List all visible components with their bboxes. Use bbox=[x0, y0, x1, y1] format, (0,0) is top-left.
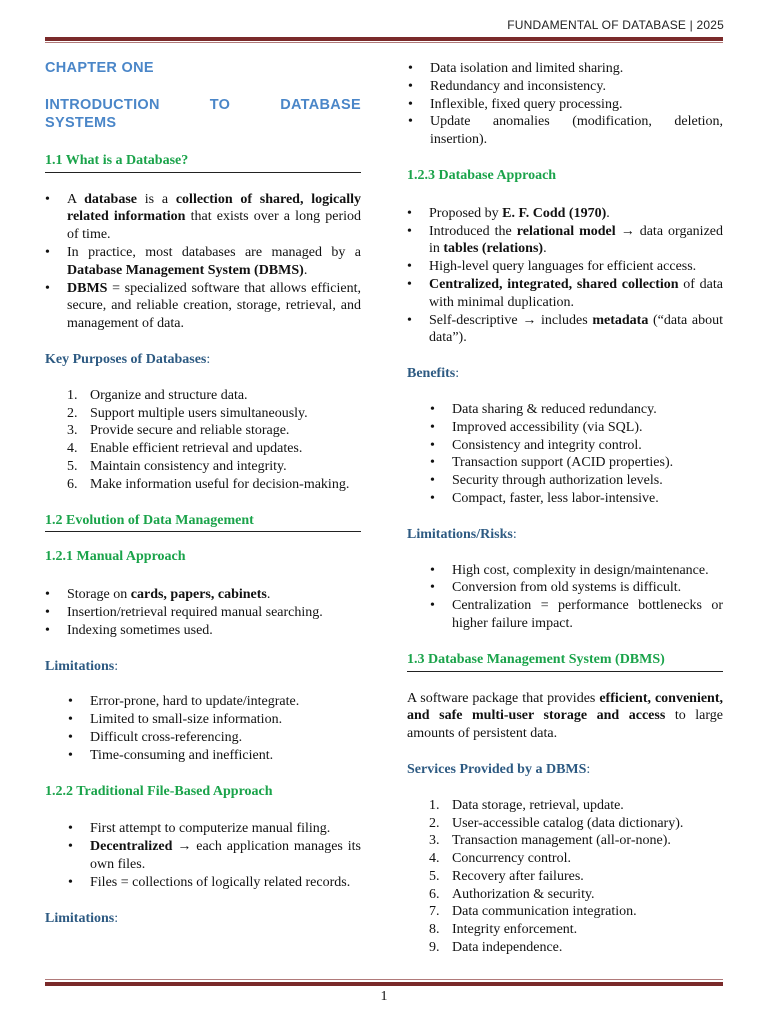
list-item: • Insertion/retrieval required manual searching. bbox=[45, 604, 361, 622]
list-item: • Inflexible, fixed query processing. bbox=[408, 96, 723, 114]
list-item: 6. Authorization & security. bbox=[429, 886, 595, 902]
file-limitations-list bbox=[385, 60, 723, 149]
list-item: 9. Data independence. bbox=[429, 940, 563, 956]
list-item: 3. Transaction management (all-or-none). bbox=[429, 833, 671, 849]
list-item: • Redundancy and inconsistency. bbox=[408, 78, 723, 96]
list-item: • Centralized, integrated, shared collection of data with minimal duplication. bbox=[407, 276, 723, 312]
list-item: 5. Maintain consistency and integrity. bbox=[67, 458, 287, 474]
chapter-title-word: TO bbox=[209, 96, 231, 113]
list-item: 5. Recovery after failures. bbox=[429, 868, 584, 884]
chapter-title bbox=[45, 96, 361, 132]
list-item: 6. Make information useful for decision-making. bbox=[67, 476, 350, 492]
section-heading-1-2-2: 1.2.2 Traditional File-Based Approach bbox=[45, 783, 273, 799]
database-approach-list bbox=[407, 205, 723, 347]
header-rule bbox=[45, 37, 723, 41]
manual-limitations-heading: Limitations: bbox=[45, 658, 119, 674]
dbms-definition: A software package that provides efficient, convenient, and safe multi-user storage and access to large amounts of persistent data. bbox=[407, 690, 723, 742]
purposes-heading: Key Purposes of Databases: bbox=[45, 351, 211, 367]
benefits-list bbox=[407, 401, 723, 508]
list-item: 4. Concurrency control. bbox=[429, 851, 571, 867]
right-column bbox=[407, 56, 723, 957]
list-item: • Improved accessibility (via SQL). bbox=[430, 419, 723, 437]
list-item: 7. Data communication integration. bbox=[429, 904, 637, 920]
list-item: • Centralization = performance bottlenecks or higher failure impact. bbox=[430, 597, 723, 633]
list-item: • Security through authorization levels. bbox=[430, 472, 723, 490]
file-limitations-heading: Limitations: bbox=[45, 910, 119, 926]
list-item: • High cost, complexity in design/maintenance. bbox=[430, 562, 723, 580]
list-item: 1. Organize and structure data. bbox=[67, 387, 248, 403]
services-list bbox=[407, 797, 723, 957]
list-item: • First attempt to computerize manual filing. bbox=[68, 820, 361, 838]
list-item: • DBMS = specialized software that allows efficient, secure, and reliable creation, storage, retrieval, and management of data. bbox=[45, 280, 361, 333]
list-item: • In practice, most databases are managed by a Database Management System (DBMS). bbox=[45, 244, 361, 280]
benefits-heading: Benefits: bbox=[407, 366, 460, 382]
list-item: 1. Data storage, retrieval, update. bbox=[429, 797, 624, 813]
list-item: • Data sharing & reduced redundancy. bbox=[430, 401, 723, 419]
list-item: • Consistency and integrity control. bbox=[430, 437, 723, 455]
file-approach-list bbox=[45, 820, 361, 891]
list-item: • Error-prone, hard to update/integrate. bbox=[68, 693, 361, 711]
section-heading-1-3: 1.3 Database Management System (DBMS) bbox=[407, 651, 723, 672]
header-rule-thin bbox=[45, 42, 723, 43]
chapter-title-word: DATABASE bbox=[280, 96, 361, 113]
list-item: • Conversion from old systems is difficult. bbox=[430, 579, 723, 597]
list-item: 2. User-accessible catalog (data dictionary). bbox=[429, 815, 684, 831]
running-header: FUNDAMENTAL OF DATABASE | 2025 bbox=[507, 18, 724, 32]
page-number: 1 bbox=[380, 989, 388, 1004]
list-item: • Self-descriptive → includes metadata (“data about data”). bbox=[407, 312, 723, 348]
section-heading-1-1: 1.1 What is a Database? bbox=[45, 152, 361, 173]
list-item: • High-level query languages for efficient access. bbox=[407, 258, 723, 276]
chapter-title-line2: SYSTEMS bbox=[45, 114, 117, 131]
list-item: 4. Enable efficient retrieval and updates. bbox=[67, 441, 303, 457]
footer-rule bbox=[45, 982, 723, 986]
list-item: • Time-consuming and inefficient. bbox=[68, 747, 361, 765]
section-heading-1-2-1: 1.2.1 Manual Approach bbox=[45, 549, 186, 565]
database-definition-list bbox=[45, 191, 361, 333]
list-item: • Difficult cross-referencing. bbox=[68, 729, 361, 747]
list-item: • Introduced the relational model → data organized in tables (relations). bbox=[407, 223, 723, 259]
manual-approach-list bbox=[45, 586, 361, 639]
list-item: 2. Support multiple users simultaneously. bbox=[67, 405, 308, 421]
section-heading-1-2: 1.2 Evolution of Data Management bbox=[45, 512, 361, 533]
list-item: • Update anomalies (modification, deletion, insertion). bbox=[408, 113, 723, 149]
list-item: • Indexing sometimes used. bbox=[45, 622, 361, 640]
list-item: • Transaction support (ACID properties). bbox=[430, 454, 723, 472]
list-item: • Compact, faster, less labor-intensive. bbox=[430, 490, 723, 508]
manual-limitations-list bbox=[45, 693, 361, 764]
purposes-list bbox=[45, 387, 361, 494]
list-item: 3. Provide secure and reliable storage. bbox=[67, 423, 290, 439]
section-heading-1-2-3: 1.2.3 Database Approach bbox=[407, 167, 557, 183]
chapter-title-word: INTRODUCTION bbox=[45, 96, 160, 113]
list-item: • Files = collections of logically related records. bbox=[68, 874, 361, 892]
list-item: • Limited to small-size information. bbox=[68, 711, 361, 729]
risks-heading: Limitations/Risks: bbox=[407, 526, 517, 542]
list-item: • Storage on cards, papers, cabinets. bbox=[45, 586, 361, 604]
risks-list bbox=[407, 562, 723, 633]
footer-rule-thin bbox=[45, 979, 723, 980]
chapter-label: CHAPTER ONE bbox=[45, 60, 154, 76]
list-item: • Decentralized → each application manages its own files. bbox=[68, 838, 361, 874]
left-column bbox=[45, 56, 361, 927]
list-item: • Proposed by E. F. Codd (1970). bbox=[407, 205, 723, 223]
list-item: • A database is a collection of shared, logically related information that exists over a long period of time. bbox=[45, 191, 361, 244]
list-item: • Data isolation and limited sharing. bbox=[408, 60, 723, 78]
list-item: 8. Integrity enforcement. bbox=[429, 922, 578, 938]
services-heading: Services Provided by a DBMS: bbox=[407, 761, 591, 777]
